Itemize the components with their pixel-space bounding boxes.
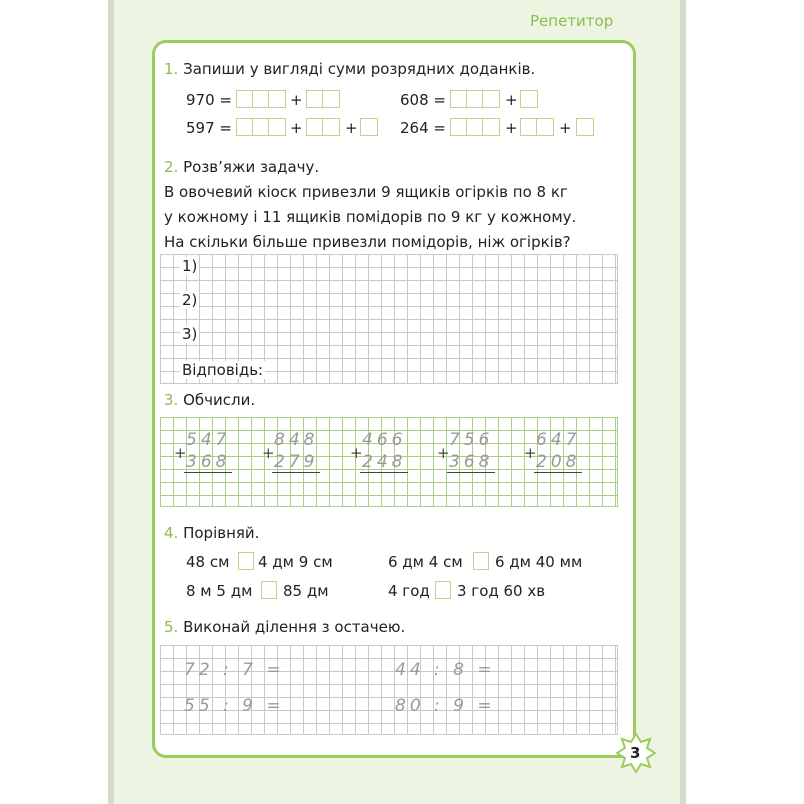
sum-line <box>184 472 232 473</box>
division-expression: 72 : 7 = <box>184 660 285 680</box>
task4-heading <box>164 524 259 542</box>
addend-bottom: 279 <box>274 452 319 472</box>
task1-row2-left: 597 = <box>186 119 232 137</box>
task1-number: 1. <box>164 60 179 78</box>
answer-box[interactable] <box>450 118 500 136</box>
sum-line <box>272 472 320 473</box>
task2-text-line1: В овочевий кіоск привезли 9 ящиків огірків по 8 кг <box>164 183 568 201</box>
sum-line <box>447 472 495 473</box>
answer-box[interactable] <box>520 90 538 108</box>
answer-box[interactable] <box>450 90 500 108</box>
plus-sign: + <box>505 91 518 109</box>
plus-sign: + <box>345 119 358 137</box>
addend-bottom: 208 <box>536 452 581 472</box>
step-2-label: 2) <box>182 291 198 309</box>
plus-sign: + <box>174 444 187 462</box>
page-edge-right <box>680 0 686 804</box>
plus-sign: + <box>262 444 275 462</box>
task2-title: Розв’яжи задачу. <box>183 158 320 176</box>
division-grid[interactable] <box>160 645 618 735</box>
task4-number: 4. <box>164 524 179 542</box>
compare-left: 4 год <box>388 582 430 600</box>
compare-left: 6 дм 4 см <box>388 553 463 571</box>
answer-box[interactable] <box>576 118 594 136</box>
plus-sign: + <box>350 444 363 462</box>
plus-sign: + <box>290 91 303 109</box>
addend-top: 466 <box>362 430 407 450</box>
task2-text-line2: у кожному і 11 ящиків помідорів по 9 кг у кожному. <box>164 208 577 226</box>
plus-sign: + <box>559 119 572 137</box>
answer-box[interactable] <box>360 118 378 136</box>
compare-right: 6 дм 40 мм <box>495 553 583 571</box>
sum-line <box>360 472 408 473</box>
plus-sign: + <box>505 119 518 137</box>
task1-row1-left: 970 = <box>186 91 232 109</box>
addend-bottom: 248 <box>362 452 407 472</box>
task2-text-line3: На скільки більше привезли помідорів, ніж огірків? <box>164 233 571 251</box>
task2-number: 2. <box>164 158 179 176</box>
task5-number: 5. <box>164 618 179 636</box>
step-3-label: 3) <box>182 325 198 343</box>
task3-title: Обчисли. <box>183 391 256 409</box>
answer-box[interactable] <box>306 90 340 108</box>
division-expression: 55 : 9 = <box>184 696 285 716</box>
compare-right: 85 дм <box>283 582 329 600</box>
compare-box[interactable] <box>473 552 489 570</box>
task1-heading <box>164 60 535 78</box>
compare-left: 48 см <box>186 553 230 571</box>
addend-bottom: 368 <box>449 452 494 472</box>
compare-right: 4 дм 9 см <box>258 553 333 571</box>
plus-sign: + <box>524 444 537 462</box>
addend-top: 647 <box>536 430 581 450</box>
answer-box[interactable] <box>236 118 286 136</box>
header-title: Репетитор <box>530 12 614 30</box>
plus-sign: + <box>437 444 450 462</box>
plus-sign: + <box>290 119 303 137</box>
task3-heading <box>164 391 255 409</box>
task5-title: Виконай ділення з остачею. <box>183 618 406 636</box>
compare-box[interactable] <box>435 581 451 599</box>
page-number: 3 <box>630 744 641 762</box>
compare-right: 3 год 60 хв <box>457 582 546 600</box>
answer-box[interactable] <box>236 90 286 108</box>
addend-top: 756 <box>449 430 494 450</box>
addend-top: 547 <box>186 430 231 450</box>
task5-heading <box>164 618 405 636</box>
compare-box[interactable] <box>261 581 277 599</box>
step-1-label: 1) <box>182 257 198 275</box>
answer-box[interactable] <box>306 118 340 136</box>
addend-bottom: 368 <box>186 452 231 472</box>
compare-box[interactable] <box>238 552 254 570</box>
task4-title: Порівняй. <box>183 524 260 542</box>
addend-top: 848 <box>274 430 319 450</box>
answer-label: Відповідь: <box>182 361 264 379</box>
task1-title: Запиши у вигляді суми розрядних доданків. <box>183 60 536 78</box>
division-expression: 44 : 8 = <box>395 660 496 680</box>
answer-box[interactable] <box>520 118 554 136</box>
task1-row2-right: 264 = <box>400 119 446 137</box>
task2-heading <box>164 158 319 176</box>
task1-row1-right: 608 = <box>400 91 446 109</box>
task3-number: 3. <box>164 391 179 409</box>
division-expression: 80 : 9 = <box>395 696 496 716</box>
compare-left: 8 м 5 дм <box>186 582 253 600</box>
sum-line <box>534 472 582 473</box>
